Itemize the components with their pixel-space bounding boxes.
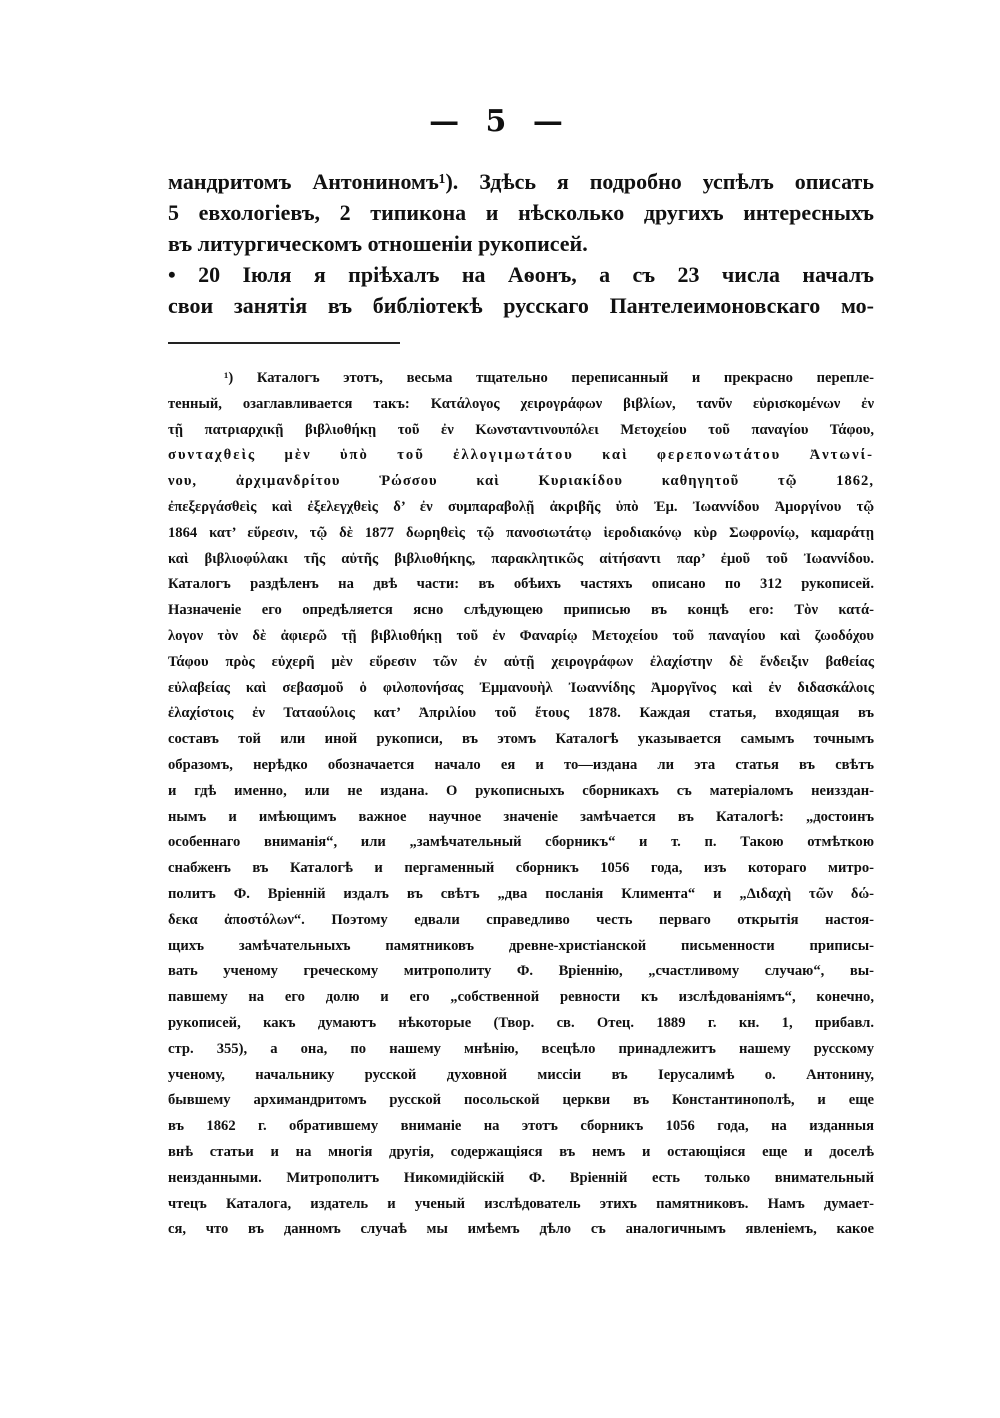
footnote-line: ¹) Каталогъ этотъ, весьма тщательно переписанный и прекрасно перепле- bbox=[224, 370, 874, 386]
footnote-separator bbox=[168, 342, 400, 344]
footnote-line: чтецъ Каталога, издатель и ученый изслѣдователь этихъ памятниковъ. Намъ думает- bbox=[168, 1195, 874, 1212]
footnote-line: особеннаго вниманія“, или „замѣчательный сборникъ“ и т. п. Такою отмѣткою bbox=[168, 834, 874, 851]
footnote-line: 1864 κατ’ εὕρεσιν, τῷ δὲ 1877 δωρηθεὶς τῷ πανοσιωτάτῳ ἱεροδιακόνῳ κὺρ Σωφρονίῳ, καμαράτῃ bbox=[168, 524, 874, 541]
main-text-line: • 20 Іюля я пріѣхалъ на Аѳонъ, а съ 23 числа началъ bbox=[168, 262, 874, 287]
footnote-line: вать ученому греческому митрополиту Ф. Вріеннію, „счастливому случаю“, вы- bbox=[168, 963, 874, 980]
footnote-line: Назначеніе его опредѣляется ясно слѣдующею приписью въ концѣ его: Τὸν κατά- bbox=[168, 602, 874, 619]
footnote-line: стр. 355), а она, по нашему мнѣнію, всецѣло принадлежитъ нашему русскому bbox=[168, 1040, 874, 1057]
footnote-line: λογον τὸν δὲ ἀφιερῶ τῇ βιβλιοθήκῃ τοῦ ἐν Φαναρίῳ Μετοχείου τοῦ παναγίου καὶ ζωοδόχου bbox=[168, 627, 874, 644]
footnote-line: щихъ замѣчательныхъ памятниковъ древне-христіанской письменности приписы- bbox=[168, 937, 874, 954]
footnote-line: εὐλαβείας καὶ σεβασμοῦ ὁ φιλοπονήσας Ἐμμανουὴλ Ἰωαννίδης Ἀμοργῖνος καὶ ἐν διδασκάλοις bbox=[168, 679, 874, 696]
footnote-line: образомъ, нерѣдко обозначается начало ея и то—издана ли эта статья въ свѣтъ bbox=[168, 756, 874, 773]
main-text bbox=[168, 166, 874, 321]
footnote-line: νου, ἀρχιμανδρίτου Ῥώσσου καὶ Κυριακίδου καθηγητοῦ τῷ 1862, bbox=[168, 473, 874, 490]
footnote-line: καὶ βιβλιοφύλακι τῆς αὐτῆς βιβλιοθήκης, παρακλητικῶς αἰτήσαντι παρ’ ἐμοῦ τοῦ Ἰωαννίδου. bbox=[168, 550, 874, 567]
footnote-line: въ 1862 г. обратившему вниманіе на этотъ сборникъ 1056 года, на изданныя bbox=[168, 1118, 874, 1135]
footnote bbox=[168, 366, 874, 1243]
main-text-line: свои занятія въ библіотекѣ русскаго Пантелеимоновскаго мо- bbox=[168, 293, 874, 318]
footnote-line: нымъ и имѣющимъ важное научное значеніе замѣчается въ Каталогѣ: „достоинъ bbox=[168, 808, 874, 825]
main-text-line: въ литургическомъ отношеніи рукописей. bbox=[168, 231, 588, 256]
footnote-line: ἐλαχίστοις ἐν Ταταούλοις κατ’ Ἀπριλίου τοῦ ἔτους 1878. Каждая статья, входящая въ bbox=[168, 705, 874, 722]
footnote-line: δεκα ἀποστόλων“. Поэтому едвали справедливо честь перваго открытія настоя- bbox=[168, 911, 874, 928]
footnote-line: тенный, озаглавливается такъ: Κατάλογος χειρογράφων βιβλίων, τανῦν εὑρισκομένων ἐν bbox=[168, 395, 874, 412]
footnote-line: бывшему архимандритомъ русской посольской церкви въ Константинополѣ, и еще bbox=[168, 1092, 874, 1109]
footnote-line: павшему на его долю и его „собственной ревности къ изслѣдованіямъ“, конечно, bbox=[168, 989, 874, 1006]
footnote-line: ученому, начальнику русской духовной миссіи въ Іерусалимѣ о. Антонину, bbox=[168, 1066, 874, 1083]
footnote-line: внѣ статьи и на многія другія, содержащіяся въ немъ и остающіяся еще и доселѣ bbox=[168, 1143, 874, 1160]
footnote-line: политъ Ф. Вріенній издалъ въ свѣтъ „два посланія Климента“ и „Διδαχὴ τῶν δώ- bbox=[168, 885, 874, 902]
footnote-line: составъ той или иной рукописи, въ этомъ Каталогѣ указывается самымъ точнымъ bbox=[168, 731, 874, 748]
footnote-line: неизданными. Митрополитъ Никомидійскій Ф. Вріенній есть только внимательный bbox=[168, 1169, 874, 1186]
page-number: — 5 — bbox=[429, 104, 571, 139]
footnote-line: ся, что въ данномъ случаѣ мы имѣемъ дѣло съ аналогичнымъ явленіемъ, какое bbox=[168, 1221, 874, 1238]
footnote-line: рукописей, какъ думаютъ нѣкоторые (Твор. св. Отец. 1889 г. кн. 1, прибавл. bbox=[168, 1014, 874, 1031]
footnote-line: ἐπεξεργάσθεὶς καὶ ἐξελεγχθεὶς δ’ ἐν συμπαραβολῇ ἀκριβῆς ὑπὸ Ἐμ. Ἰωαννίδου Ἀμοργίνου τῷ bbox=[168, 498, 874, 515]
footnote-line: снабженъ въ Каталогѣ и пергаменный сборникъ 1056 года, изъ котораго митро- bbox=[168, 860, 874, 877]
footnote-line: συνταχθεὶς μὲν ὑπὸ τοῦ ἐλλογιμωτάτου καὶ φερεπονωτάτου Ἀντωνί- bbox=[168, 447, 874, 464]
main-text-line: мандритомъ Антониномъ¹). Здѣсь я подробно успѣлъ описать bbox=[168, 169, 874, 194]
footnote-line: τῇ πατριαρχικῇ βιβλιοθήκῃ τοῦ ἐν Κωνσταντινουπόλει Μετοχείου τοῦ παναγίου Τάφου, bbox=[168, 421, 874, 438]
main-text-line: 5 евхологіевъ, 2 типикона и нѣсколько другихъ интересныхъ bbox=[168, 200, 874, 225]
footnote-line: Τάφου πρὸς εὐχερῆ μὲν εὕρεσιν τῶν ἐν αὐτῇ χειρογράφων ἐλαχίστην δὲ ἔνδειξιν βαθείας bbox=[168, 653, 874, 670]
footnote-line: и гдѣ именно, или не издана. О рукописныхъ сборникахъ съ матеріаломъ неизздан- bbox=[168, 782, 874, 799]
footnote-line: Каталогъ раздѣленъ на двѣ части: въ обѣихъ частяхъ описано по 312 рукописей. bbox=[168, 576, 874, 593]
